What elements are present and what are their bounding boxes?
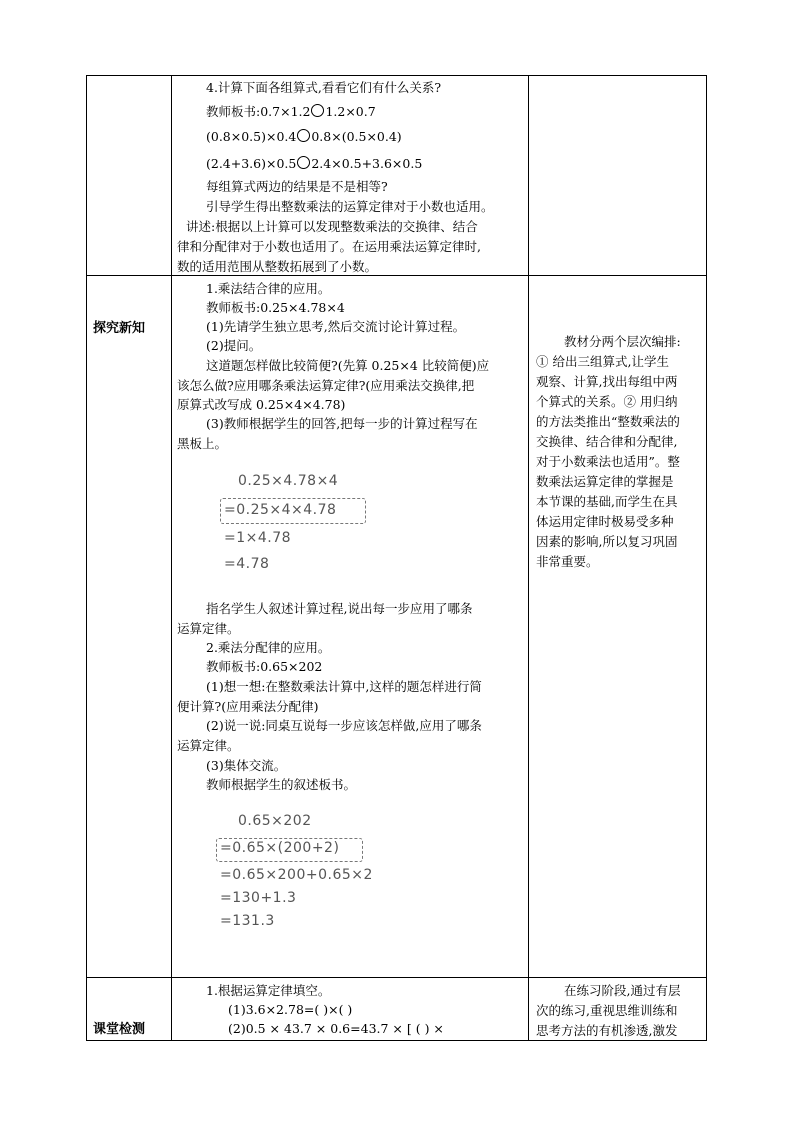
- calc-1-line-2: =0.25×4×4.78: [224, 502, 337, 518]
- fill-blank-heading: 1.根据运算定律填空。: [206, 983, 331, 998]
- table-top-border: [86, 75, 707, 76]
- practice-note-line: 思考方法的有机渗透,激发: [536, 1023, 678, 1038]
- side-note-line: 非常重要。: [536, 554, 599, 569]
- side-note-line: 因素的影响,所以复习巩固: [536, 534, 678, 549]
- associative-law-heading: 1.乘法结合律的应用。: [206, 281, 331, 296]
- side-note-line: 对于小数乘法也适用”。整: [536, 454, 680, 469]
- board-expression-left: 教师板书:0.7×1.2: [206, 104, 311, 119]
- calc-2-line-3: =0.65×200+0.65×2: [220, 867, 373, 883]
- row-label-check: 课堂检测: [93, 1022, 146, 1037]
- board-expression-left: (2.4+3.6)×0.5: [206, 156, 297, 171]
- practice-note-line: 在练习阶段,通过有层: [564, 983, 681, 998]
- side-note-line: 观察、计算,找出每组中两: [536, 374, 678, 389]
- side-note-line: 交换律、结合律和分配律,: [536, 434, 678, 449]
- side-note-line: 教材分两个层次编排:: [564, 334, 681, 349]
- narrate-line-2: 运算定律。: [177, 621, 240, 636]
- step-3-line-1: (3)教师根据学生的回答,把每一步的计算过程写在: [206, 416, 478, 431]
- side-note: [536, 332, 702, 572]
- table-left-border: [86, 75, 87, 1041]
- side-note-line: 数乘法运算定律的掌握是: [536, 474, 674, 489]
- table-right-border: [706, 75, 707, 1041]
- compare-circle-icon: [311, 104, 324, 117]
- calc-2-line-5: =131.3: [220, 913, 275, 929]
- calc-2-line-2: =0.65×(200+2): [220, 840, 340, 856]
- board-expression-2: 教师板书:0.65×202: [206, 659, 323, 674]
- step-3-line-2: 黑板上。: [177, 436, 228, 451]
- think-line-1: (1)想一想:在整数乘法计算中,这样的题怎样进行简: [206, 679, 482, 694]
- calc-1-line-4: =4.78: [224, 556, 270, 572]
- question-4-title: 4.计算下面各组算式,看看它们有什么关系?: [206, 80, 442, 95]
- distributive-law-heading: 2.乘法分配律的应用。: [206, 640, 331, 655]
- side-note-line: 体运用定律时极易受多种: [536, 514, 674, 529]
- narrate-line-1: 指名学生人叙述计算过程,说出每一步应用了哪条: [206, 601, 473, 616]
- row-label-explore: 探究新知: [93, 321, 146, 336]
- say-line-2: 运算定律。: [177, 738, 240, 753]
- practice-note: [536, 981, 702, 1041]
- explain-line-1: 讲述:根据以上计算可以发现整数乘法的交换律、结合: [186, 219, 478, 234]
- exercise-2: (2)0.5 × 43.7 × 0.6=43.7 × [ ( ) ×: [228, 1021, 444, 1036]
- calc-2-line-4: =130+1.3: [220, 890, 297, 906]
- calc-2-line-1: 0.65×202: [238, 813, 312, 829]
- equality-question: 每组算式两边的结果是不是相等?: [206, 179, 388, 194]
- calc-1-line-1: 0.25×4.78×4: [238, 473, 339, 489]
- board-expression-left: (0.8×0.5)×0.4: [206, 129, 297, 144]
- side-note-line: 个算式的关系。② 用归纳: [536, 394, 678, 409]
- side-note-line: ① 给出三组算式,让学生: [536, 354, 669, 369]
- column-divider-1: [171, 75, 172, 1041]
- calc-1-line-3: =1×4.78: [224, 530, 292, 546]
- explain-line-2: 律和分配律对于小数也适用了。在运用乘法运算定律时,: [177, 239, 481, 254]
- board-line-1: [206, 102, 376, 122]
- column-divider-2: [528, 75, 529, 1041]
- question-line-1: 这道题怎样做比较简便?(先算 0.25×4 比较简便)应: [206, 358, 490, 373]
- board-line-3: [206, 154, 422, 174]
- say-line-1: (2)说一说:同桌互说每一步应该怎样做,应用了哪条: [206, 718, 482, 733]
- step-2-text: (2)提问。: [206, 338, 262, 353]
- side-note-line: 本节课的基础,而学生在具: [536, 494, 678, 509]
- side-note-line: 的方法类推出“整数乘法的: [536, 414, 680, 429]
- row-divider-2: [86, 977, 707, 978]
- think-line-2: 便计算?(应用乘法分配律): [177, 699, 319, 714]
- board-expression-right: 2.4×0.5+3.6×0.5: [311, 156, 423, 171]
- board-expression-right: 1.2×0.7: [325, 104, 376, 119]
- board-expression-right: 0.8×(0.5×0.4): [311, 129, 402, 144]
- compare-circle-icon: [297, 156, 310, 169]
- group-exchange: (3)集体交流。: [206, 758, 287, 773]
- question-line-3: 原算式改写成 0.25×4×4.78): [177, 397, 346, 412]
- board-expression-1: 教师板书:0.25×4.78×4: [206, 300, 345, 315]
- guide-text: 引导学生得出整数乘法的运算定律对于小数也适用。: [206, 199, 494, 214]
- teacher-board: 教师根据学生的叙述板书。: [206, 777, 357, 792]
- question-line-2: 该怎么做?应用哪条乘法运算定律?(应用乘法交换律,把: [177, 378, 475, 393]
- compare-circle-icon: [297, 129, 310, 142]
- practice-note-line: 次的练习,重视思维训练和: [536, 1003, 678, 1018]
- board-line-2: [206, 127, 402, 147]
- step-1-text: (1)先请学生独立思考,然后交流讨论计算过程。: [206, 319, 466, 334]
- exercise-1: (1)3.6×2.78=( )×( ): [228, 1002, 353, 1017]
- explain-line-3: 数的适用范围从整数拓展到了小数。: [177, 259, 378, 274]
